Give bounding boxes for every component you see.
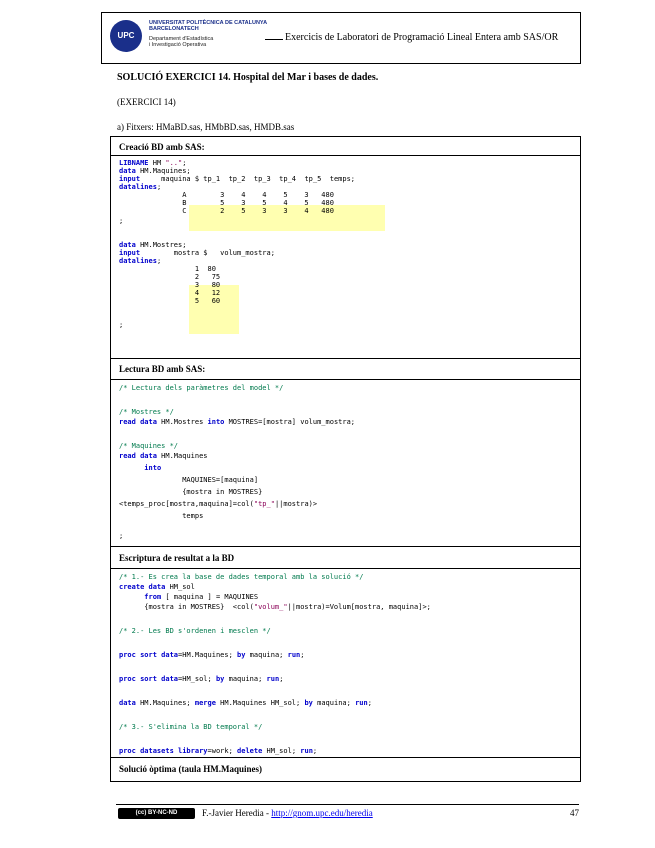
section-header-creacio: Creació BD amb SAS:: [119, 142, 205, 152]
page-header: [101, 12, 581, 64]
row-divider: [111, 757, 580, 758]
code-line: datalines;: [119, 257, 162, 265]
solution-title: SOLUCIÓ EXERCICI 14. Hospital del Mar i bases de dades.: [117, 72, 379, 83]
code-line: {mostra in MOSTRES} <col("volum_"||mostra)=Volum[mostra, maquina]>;: [119, 603, 431, 611]
row-divider: [111, 568, 580, 569]
code-comment: /* 3.- S'elimina la BD temporal */: [119, 723, 263, 731]
files-line: a) Fitxers: HMaBD.sas, HMbBD.sas, HMDB.sas: [117, 122, 295, 132]
section-header-solucio: Solució òptima (taula HM.Maquines): [119, 764, 263, 774]
code-table: [110, 136, 581, 782]
row-divider: [111, 358, 580, 359]
code-comment: /* Lectura dels paràmetres del model */: [119, 384, 284, 392]
code-line: data HM.Maquines; merge HM.Maquines HM_sol; by maquina; run;: [119, 699, 372, 707]
row-divider: [111, 546, 580, 547]
code-line: data HM.Mostres;: [119, 241, 187, 249]
code-comment: /* 2.- Les BD s'ordenen i mesclen */: [119, 627, 271, 635]
footer-author: F.-Javier Heredia - http://gnom.upc.edu/heredia: [202, 808, 373, 818]
code-line: {mostra in MOSTRES}: [119, 488, 263, 496]
header-rule: [265, 39, 283, 40]
code-line: data HM.Maquines;: [119, 167, 191, 175]
code-line: MAQUINES=[maquina]: [119, 476, 259, 484]
university-name: UNIVERSITAT POLITÈCNICA DE CATALUNYA BARCELONATECH: [149, 20, 268, 32]
data-row: 4 12: [119, 289, 221, 297]
exercise-ref: (EXERCICI 14): [117, 97, 176, 107]
author-link[interactable]: http://gnom.upc.edu/heredia: [271, 808, 373, 818]
code-line: input maquina $ tp_1 tp_2 tp_3 tp_4 tp_5 temps;: [119, 175, 356, 183]
upc-logo: UPC: [110, 20, 142, 52]
data-row: A 3 4 4 5 3 480: [119, 191, 334, 199]
section-header-escriptura: Escriptura de resultat a la BD: [119, 553, 235, 563]
data-row: 2 75: [119, 273, 221, 281]
data-row: B 5 3 5 4 5 480: [119, 199, 334, 207]
data-row: 3 80: [119, 281, 221, 289]
code-line: proc sort data=HM.Maquines; by maquina; run;: [119, 651, 305, 659]
department-name: Departament d'Estadística i Investigació Operativa: [149, 36, 214, 48]
code-line: proc sort data=HM_sol; by maquina; run;: [119, 675, 284, 683]
code-line: from [ maquina ] = MAQUINES: [144, 593, 259, 601]
data-row: C 2 5 3 3 4 480: [119, 207, 334, 215]
page-number: 47: [570, 808, 579, 818]
footer-rule: [116, 804, 579, 805]
code-comment: /* 1.- Es crea la base de dades temporal amb la solució */: [119, 573, 364, 581]
cc-license-badge: (cc) BY-NC-ND: [118, 808, 195, 819]
code-line: ;: [119, 217, 124, 225]
code-line: read data HM.Mostres into MOSTRES=[mostra] volum_mostra;: [119, 418, 356, 426]
data-row: 1 80: [119, 265, 216, 273]
code-line: input mostra $ volum_mostra;: [119, 249, 275, 257]
code-libname: LIBNAME HM "..";: [119, 159, 187, 167]
code-line: into: [144, 464, 162, 472]
code-line: proc datasets library=work; delete HM_sol; run;: [119, 747, 318, 755]
code-line: <temps_proc[mostra,maquina]=col("tp_"||mostra)>: [119, 500, 318, 508]
header-title: Exercicis de Laboratori de Programació Lineal Entera amb SAS/OR: [285, 32, 559, 43]
code-line: datalines;: [119, 183, 162, 191]
code-line: temps: [119, 512, 204, 520]
code-line: read data HM.Maquines: [119, 452, 208, 460]
section-header-lectura: Lectura BD amb SAS:: [119, 364, 206, 374]
code-line: ;: [119, 532, 124, 540]
code-comment: /* Mostres */: [119, 408, 174, 416]
row-divider: [111, 379, 580, 380]
code-line: create data HM_sol: [119, 583, 195, 591]
code-line: ;: [119, 321, 124, 329]
code-comment: /* Maquines */: [119, 442, 179, 450]
data-row: 5 60: [119, 297, 221, 305]
row-divider: [111, 155, 580, 156]
